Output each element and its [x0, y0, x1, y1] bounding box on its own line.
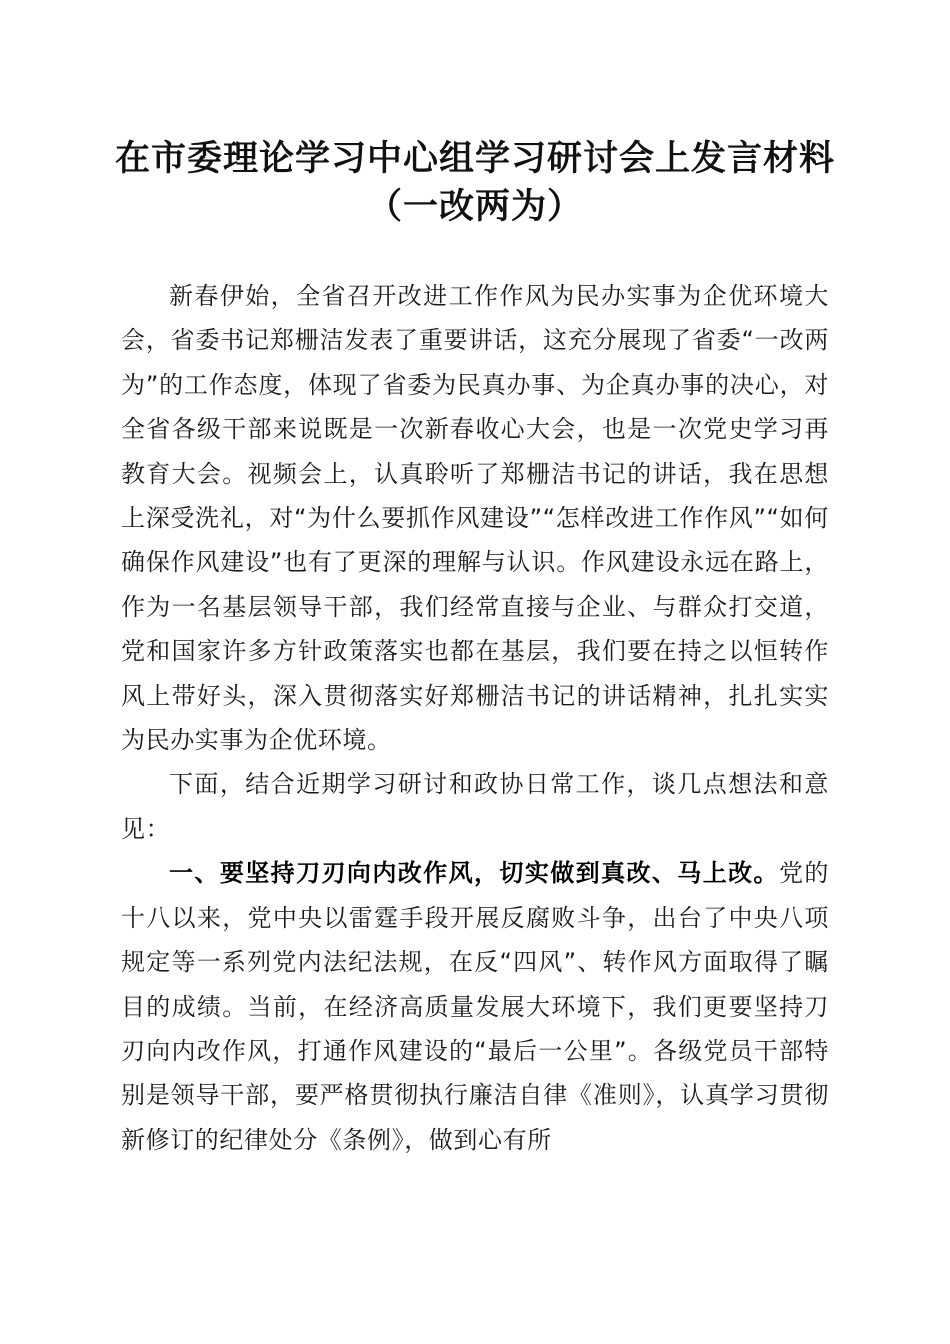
document-body: [121, 274, 829, 1162]
paragraph-lead-in-text: 下面，结合近期学习研讨和政协日常工作，谈几点想法和意见：: [121, 770, 829, 843]
section-heading: 一、要坚持刀刃向内改作风，切实做到真改、马上改。: [169, 859, 779, 888]
paragraph-intro-text: 新春伊始，全省召开改进工作作风为民办实事为企优环境大会，省委书记郑栅洁发表了重要讲话，这充分展现了省委“一改两为”的工作态度，体现了省委为民真办事、为企真办事的决心，对全省各级干部来说既是一次新春收心大会，也是一次党史学习再教育大会。视频会上，认真聆听了郑栅洁书记的讲话，我在思想上深受洗礼，对“为什么要抓作风建设”“怎样改进工作作风”“如何确保作风建设”也有了更深的理解与认识。作风建设永远在路上，作为一名基层领导干部，我们经常直接与企业、与群众打交道，党和国家许多方针政策落实也都在基层，我们要在持之以恒转作风上带好头，深入贯彻落实好郑栅洁书记的讲话精神，扎扎实实为民办实事为企优环境。: [121, 282, 830, 755]
document-subtitle: （一改两为）: [366, 186, 583, 227]
paragraph-lead-in: [121, 762, 829, 851]
paragraph-point-one-text: 党的十八以来，党中央以雷霆手段开展反腐败斗争，出台了中央八项规定等一系列党内法纪法规，在反“四风”、转作风方面取得了瞩目的成绩。当前，在经济高质量发展大环境下，我们更要坚持刀刃向内改作风，打通作风建设的“最后一公里”。各级党员干部特别是领导干部，要严格贯彻执行廉洁自律《准则》，认真学习贯彻新修订的纪律处分《条例》，做到心有所: [121, 859, 830, 1154]
paragraph-point-one: [121, 851, 829, 1162]
paragraph-intro: [121, 274, 829, 762]
document-title: 在市委理论学习中心组学习研讨会上发言材料: [114, 138, 835, 179]
